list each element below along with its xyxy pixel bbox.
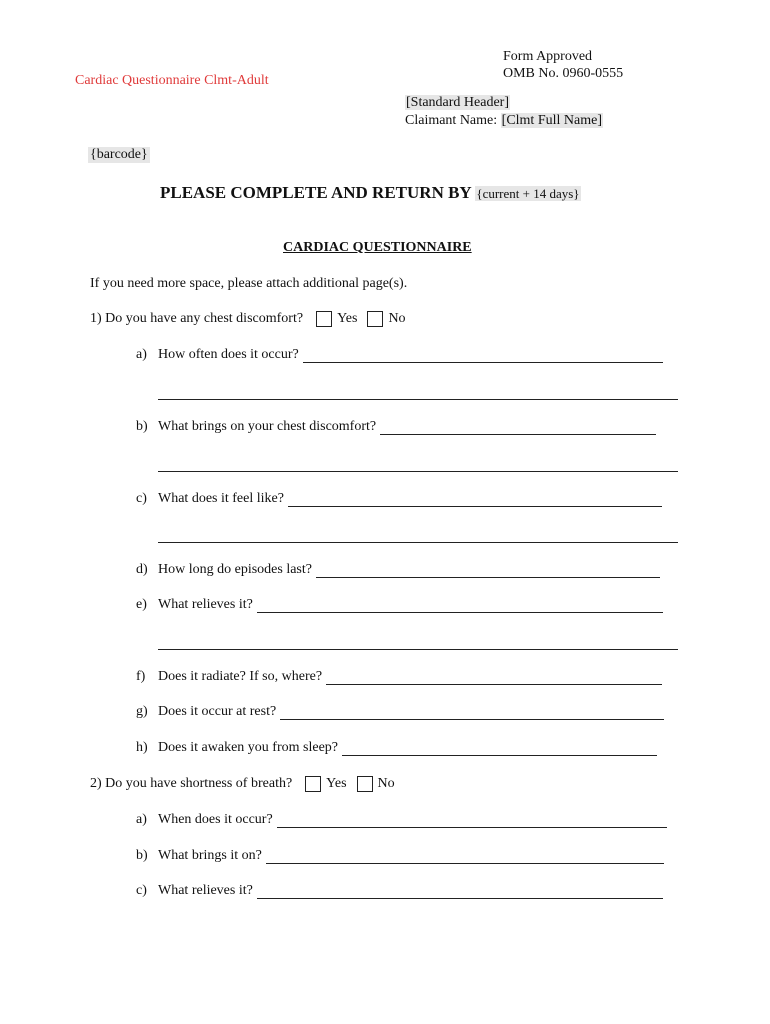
standard-header-placeholder: [Standard Header] xyxy=(406,95,510,110)
question-1-yes-label: Yes xyxy=(337,311,358,326)
question-1 xyxy=(90,311,406,327)
instruction-text: If you need more space, please attach additional page(s). xyxy=(90,276,408,291)
item-text: When does it occur? xyxy=(158,812,273,827)
page-title: CARDIAC QUESTIONNAIRE xyxy=(283,240,472,255)
item-letter: b) xyxy=(136,848,148,863)
item-letter: d) xyxy=(136,562,148,577)
claimant-name-value: [Clmt Full Name] xyxy=(501,113,602,128)
omb-number: OMB No. 0960-0555 xyxy=(503,66,624,81)
answer-line[interactable] xyxy=(277,816,667,828)
question-2-yes-checkbox[interactable] xyxy=(305,776,321,792)
question-2-no-label: No xyxy=(377,776,395,791)
header-block xyxy=(405,94,603,130)
item-text: Does it radiate? If so, where? xyxy=(158,669,323,684)
item-text: What relieves it? xyxy=(158,883,253,898)
answer-continuation-line[interactable] xyxy=(158,399,678,400)
item-letter: a) xyxy=(136,812,147,827)
return-by-text: PLEASE COMPLETE AND RETURN BY xyxy=(160,183,472,202)
question-1f xyxy=(136,669,662,685)
item-text: Does it awaken you from sleep? xyxy=(158,740,338,755)
question-1h xyxy=(136,740,657,756)
item-letter: c) xyxy=(136,491,147,506)
answer-line[interactable] xyxy=(316,566,660,578)
question-2b xyxy=(136,848,664,864)
item-text: Does it occur at rest? xyxy=(158,704,277,719)
answer-line[interactable] xyxy=(288,495,662,507)
answer-continuation-line[interactable] xyxy=(158,542,678,543)
claimant-name-label: Claimant Name: xyxy=(405,113,498,128)
question-1b xyxy=(136,419,656,435)
item-letter: h) xyxy=(136,740,148,755)
form-approval-block xyxy=(503,48,623,82)
question-2c xyxy=(136,883,663,899)
item-text: What relieves it? xyxy=(158,597,253,612)
item-letter: b) xyxy=(136,419,148,434)
item-text: How long do episodes last? xyxy=(158,562,312,577)
form-approved-text: Form Approved xyxy=(503,49,593,64)
item-letter: g) xyxy=(136,704,148,719)
question-1g xyxy=(136,704,664,720)
question-1c xyxy=(136,491,662,507)
item-letter: f) xyxy=(136,669,146,684)
item-text: What brings on your chest discomfort? xyxy=(158,419,377,434)
question-1-no-checkbox[interactable] xyxy=(367,311,383,327)
answer-line[interactable] xyxy=(266,852,664,864)
answer-line[interactable] xyxy=(280,708,664,720)
answer-continuation-line[interactable] xyxy=(158,471,678,472)
item-text: What brings it on? xyxy=(158,848,262,863)
answer-continuation-line[interactable] xyxy=(158,649,678,650)
item-letter: e) xyxy=(136,597,147,612)
question-1d xyxy=(136,562,660,578)
question-1-yes-checkbox[interactable] xyxy=(316,311,332,327)
item-text: What does it feel like? xyxy=(158,491,284,506)
answer-line[interactable] xyxy=(380,423,656,435)
answer-line[interactable] xyxy=(342,744,657,756)
answer-line[interactable] xyxy=(257,887,663,899)
return-by-date: {current + 14 days} xyxy=(476,186,580,201)
item-letter: c) xyxy=(136,883,147,898)
item-text: How often does it occur? xyxy=(158,347,299,362)
question-1a xyxy=(136,347,663,363)
item-letter: a) xyxy=(136,347,147,362)
answer-line[interactable] xyxy=(257,601,663,613)
return-by-notice xyxy=(160,183,581,203)
question-1e xyxy=(136,597,663,613)
question-1-no-label: No xyxy=(388,311,406,326)
question-2a xyxy=(136,812,667,828)
answer-line[interactable] xyxy=(303,351,663,363)
question-1-label: 1) Do you have any chest discomfort? xyxy=(90,311,304,326)
question-2 xyxy=(90,776,395,792)
question-2-label: 2) Do you have shortness of breath? xyxy=(90,776,293,791)
form-id-label: Cardiac Questionnaire Clmt-Adult xyxy=(75,73,269,88)
answer-line[interactable] xyxy=(326,673,662,685)
question-2-yes-label: Yes xyxy=(326,776,347,791)
question-2-no-checkbox[interactable] xyxy=(357,776,373,792)
barcode-placeholder: {barcode} xyxy=(90,147,148,162)
